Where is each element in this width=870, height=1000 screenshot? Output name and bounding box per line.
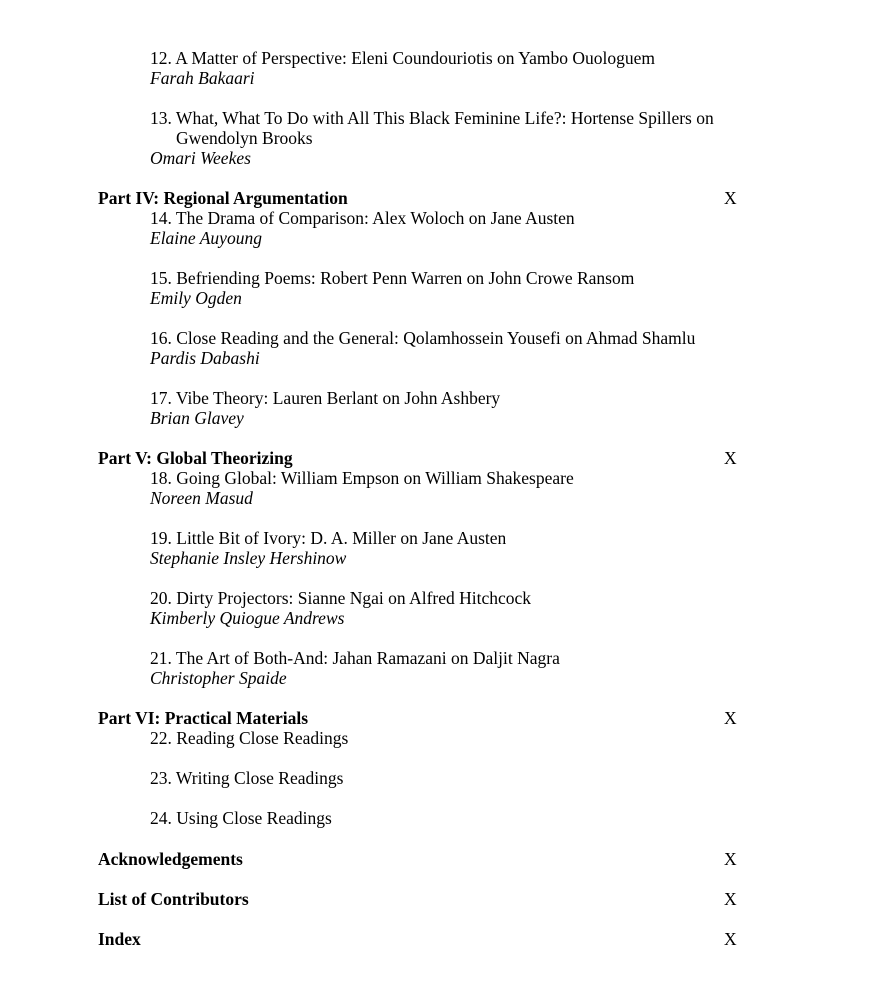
part-6-heading: Part VI: Practical Materials [98,708,309,728]
acknowledgements-heading: Acknowledgements [98,849,243,869]
acknowledgements-page-number: X [724,849,737,869]
part-6-page-number: X [724,708,737,728]
index-page-number: X [724,929,737,949]
part-5-heading: Part V: Global Theorizing [98,448,293,468]
chapter-19-title: 19. Little Bit of Ivory: D. A. Miller on Jane Austen [150,528,507,548]
chapter-13-author: Omari Weekes [150,148,251,168]
chapter-23-title: 23. Writing Close Readings [150,768,344,788]
list-of-contributors-page-number: X [724,889,737,909]
chapter-16-title: 16. Close Reading and the General: Qolamhossein Yousefi on Ahmad Shamlu [150,328,696,348]
chapter-20-author: Kimberly Quiogue Andrews [150,608,345,628]
chapter-21-title: 21. The Art of Both-And: Jahan Ramazani on Daljit Nagra [150,648,560,668]
chapter-18-title: 18. Going Global: William Empson on William Shakespeare [150,468,574,488]
chapter-14-title: 14. The Drama of Comparison: Alex Woloch on Jane Austen [150,208,575,228]
chapter-17-title: 17. Vibe Theory: Lauren Berlant on John Ashbery [150,388,501,408]
part-5-page-number: X [724,448,737,468]
chapter-17-author: Brian Glavey [150,408,244,428]
list-of-contributors-heading: List of Contributors [98,889,249,909]
chapter-24-title: 24. Using Close Readings [150,808,332,828]
chapter-13-title-line1: 13. What, What To Do with All This Black Feminine Life?: Hortense Spillers on [150,108,714,128]
index-heading: Index [98,929,141,949]
chapter-14-author: Elaine Auyoung [150,228,262,248]
chapter-15-author: Emily Ogden [150,288,242,308]
chapter-13-title-line2: Gwendolyn Brooks [176,128,313,148]
chapter-21-author: Christopher Spaide [150,668,287,688]
chapter-22-title: 22. Reading Close Readings [150,728,349,748]
chapter-20-title: 20. Dirty Projectors: Sianne Ngai on Alfred Hitchcock [150,588,532,608]
chapter-13-title [150,108,714,148]
chapter-15-title: 15. Befriending Poems: Robert Penn Warren on John Crowe Ransom [150,268,635,288]
chapter-19-author: Stephanie Insley Hershinow [150,548,347,568]
part-4-heading: Part IV: Regional Argumentation [98,188,348,208]
chapter-16-author: Pardis Dabashi [150,348,260,368]
chapter-12-title: 12. A Matter of Perspective: Eleni Coundouriotis on Yambo Ouologuem [150,48,656,68]
part-4-page-number: X [724,188,737,208]
chapter-12-author: Farah Bakaari [150,68,255,88]
chapter-18-author: Noreen Masud [150,488,253,508]
